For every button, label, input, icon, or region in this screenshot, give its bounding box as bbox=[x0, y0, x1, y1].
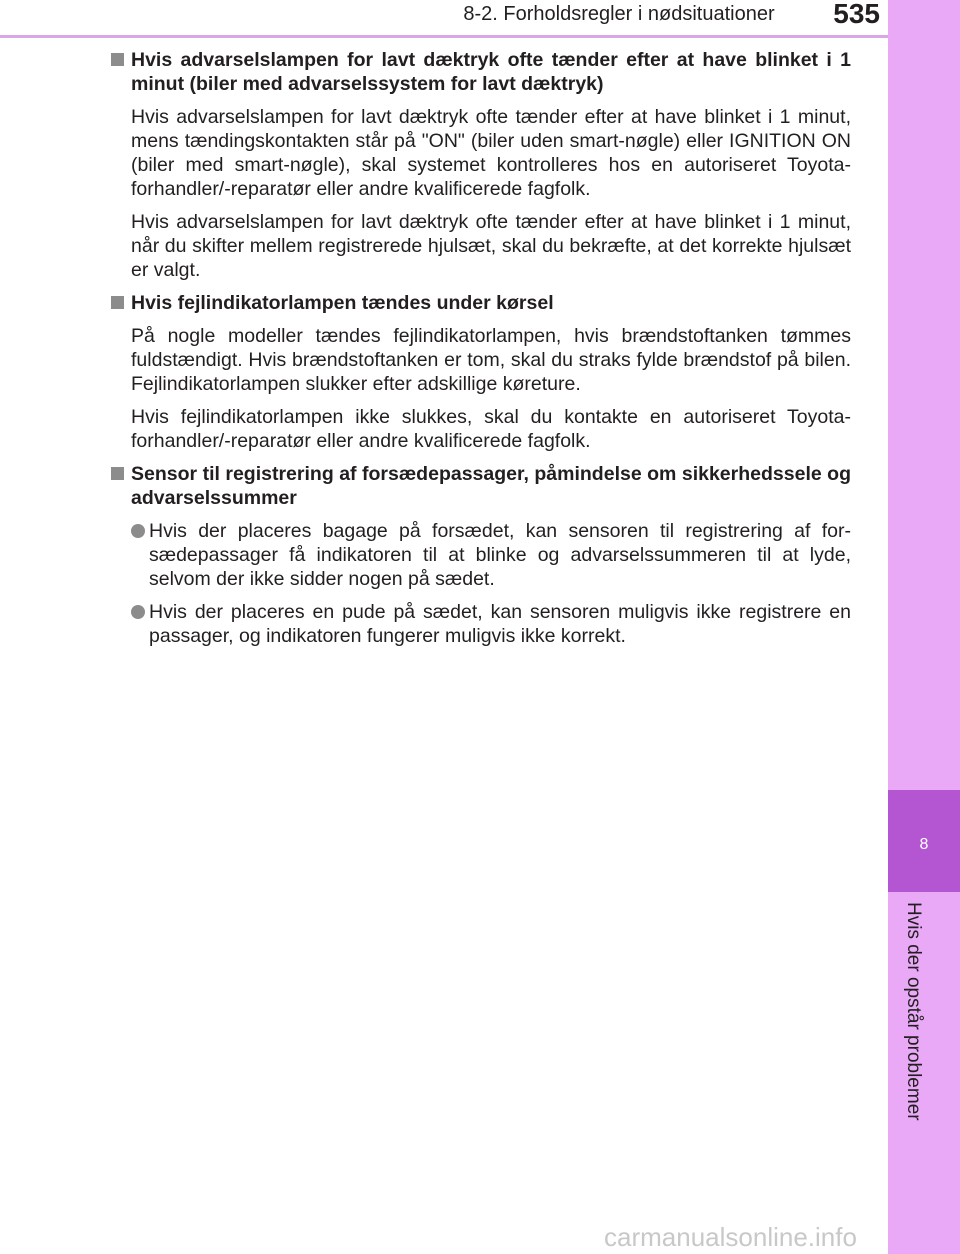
square-bullet-icon bbox=[111, 53, 124, 66]
watermark-text: carmanualsonline.info bbox=[604, 1222, 857, 1252]
page-number: 535 bbox=[833, 0, 880, 29]
list-item-text: Hvis der placeres en pude på sædet, kan sensoren muligvis ikke registrere en passager, og indikatoren fungerer muligvis ikke korrekt. bbox=[149, 601, 851, 647]
section-heading-text: Hvis fejlindikatorlampen tændes under kørsel bbox=[131, 292, 554, 314]
square-bullet-icon bbox=[111, 467, 124, 480]
section-heading-text: Sensor til registrering af forsædepassager, påmindelse om sikkerhedssele og advarselssummer bbox=[131, 463, 851, 509]
paragraph: Hvis fejlindikatorlampen ikke slukkes, skal du kontakte en autoriseret Toyota-forhandler/-reparatør eller andre kvalificerede fagfolk. bbox=[131, 406, 851, 452]
header-rule bbox=[0, 35, 888, 38]
running-header-title: 8-2. Forholdsregler i nødsituationer bbox=[463, 3, 775, 25]
section-passenger-sensor bbox=[111, 462, 851, 648]
paragraph: Hvis advarselslampen for lavt dæktryk ofte tænder efter at have blinket i 1 minut, når du skifter mellem registrerede hjulsæt, skal du bekræfte, at det korrekte hjulsæt er valgt. bbox=[131, 211, 851, 281]
list-item bbox=[111, 519, 851, 591]
section-heading bbox=[111, 48, 851, 96]
list-item-text: Hvis der placeres bagage på forsædet, kan sensoren til registrering af forsædepassager få indikatoren til at blinke og advarselssummeren til at lyde, selvom der ikke sidder nogen på sædet. bbox=[149, 520, 851, 590]
paragraph: På nogle modeller tændes fejlindikatorlampen, hvis brændstoftanken tømmes fuldstændigt. Hvis brændstoftanken er tom, skal du straks fylde brændstof på bilen. Fejlindikatorlampen slukker efter adskillige køreture. bbox=[131, 325, 851, 395]
chapter-title-vertical: Hvis der opstår problemer bbox=[903, 902, 924, 1121]
section-heading bbox=[111, 462, 851, 510]
paragraph: Hvis advarselslampen for lavt dæktryk ofte tænder efter at have blinket i 1 minut, mens tændingskontakten står på "ON" (biler uden smart-nøgle) eller IGNITION ON (biler med smart-nøgle), skal systemet kontrolleres hos en autoriseret Toyota-forhandler/-reparatør eller andre kvalificerede fagfolk. bbox=[131, 106, 851, 200]
section-malfunction-indicator bbox=[111, 291, 851, 453]
list-item bbox=[111, 600, 851, 648]
circle-bullet-icon bbox=[131, 524, 145, 538]
page-content bbox=[111, 48, 851, 657]
section-heading bbox=[111, 291, 851, 315]
circle-bullet-icon bbox=[131, 605, 145, 619]
section-tire-pressure-warning bbox=[111, 48, 851, 282]
chapter-number: 8 bbox=[919, 836, 929, 853]
section-heading-text: Hvis advarselslampen for lavt dæktryk ofte tænder efter at have blinket i 1 minut (biler med advarselssystem for lavt dæktryk) bbox=[131, 49, 851, 95]
square-bullet-icon bbox=[111, 296, 124, 309]
